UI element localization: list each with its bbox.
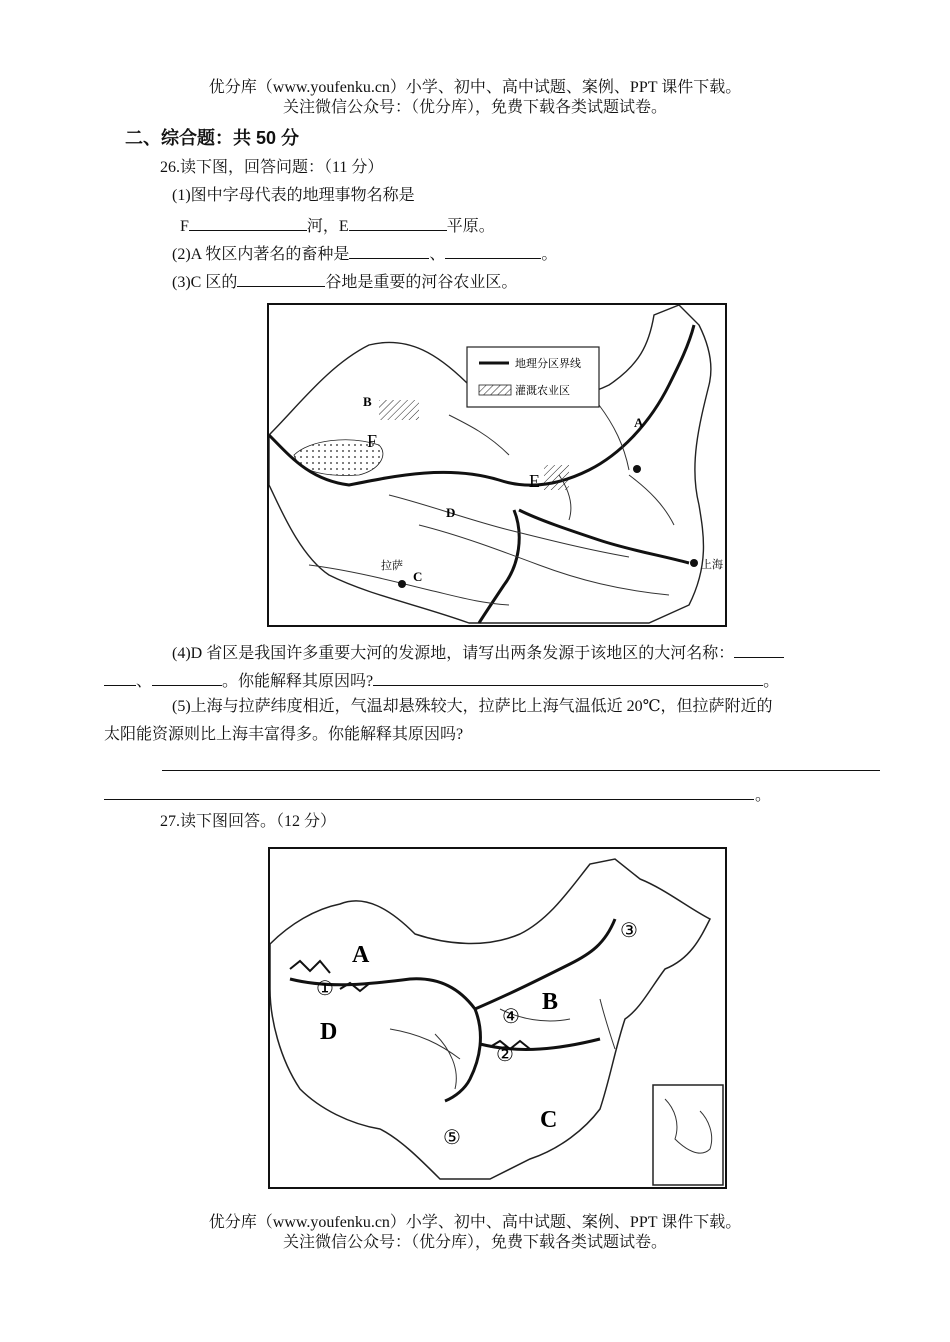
legend-boundary-label: 地理分区界线 bbox=[515, 358, 581, 370]
q26-part1: (1)图中字母代表的地理事物名称是 bbox=[172, 187, 415, 204]
map2-label-1: ① bbox=[316, 978, 334, 1000]
blank-river-1b[interactable] bbox=[104, 669, 136, 686]
q26-river-text: 河，E bbox=[306, 218, 349, 235]
map2-drawing bbox=[270, 849, 725, 1187]
answer-line-1[interactable] bbox=[162, 770, 880, 771]
q26-part4 bbox=[172, 641, 784, 664]
map2-label-c: C bbox=[540, 1107, 558, 1133]
q27-title: 27.读下图回答。（12 分） bbox=[160, 813, 337, 830]
q26-part1-answer-line bbox=[180, 214, 495, 237]
blank-f-river[interactable] bbox=[189, 214, 307, 231]
map1-label-a: A bbox=[634, 415, 644, 430]
q26-part4-text-b: 。你能解释其原因吗? bbox=[222, 673, 374, 690]
header-line-2: 关注微信公众号：（优分库），免费下载各类试题试卷。 bbox=[282, 99, 667, 116]
header-line-1: 优分库（www.youfenku.cn）小学、初中、高中试题、案例、PPT 课件下载。 bbox=[208, 79, 742, 96]
section-title: 二、综合题：共 50 分 bbox=[125, 128, 300, 148]
map1-label-shanghai: 上海 bbox=[701, 559, 723, 571]
q26-part5-b: 太阳能资源则比上海丰富得多。你能解释其原因吗? bbox=[104, 726, 464, 743]
q26-part2-text: (2)A 牧区内著名的畜种是 bbox=[172, 246, 350, 263]
map2-label-b: B bbox=[542, 989, 559, 1015]
footer-line-2: 关注微信公众号：（优分库），免费下载各类试题试卷。 bbox=[282, 1234, 667, 1251]
footer-line-1: 优分库（www.youfenku.cn）小学、初中、高中试题、案例、PPT 课件下载。 bbox=[208, 1214, 742, 1231]
map2-label-d: D bbox=[320, 1019, 338, 1045]
city-dot-a bbox=[633, 465, 641, 473]
blank-reason-4[interactable] bbox=[373, 669, 763, 686]
map2-label-5: ⑤ bbox=[443, 1127, 461, 1149]
map2-label-3: ③ bbox=[620, 920, 638, 942]
q26-part2-sep: 、 bbox=[429, 246, 446, 263]
q26-part4-sep: 、 bbox=[136, 673, 153, 690]
q26-part4-end: 。 bbox=[763, 673, 780, 690]
blank-e-plain[interactable] bbox=[349, 214, 447, 231]
map2-label-2: ② bbox=[496, 1044, 514, 1066]
q26-label-f: F bbox=[180, 218, 189, 235]
map2-label-4: ④ bbox=[502, 1006, 520, 1028]
q26-part3-text: (3)C 区的 bbox=[172, 274, 238, 291]
map2-label-a: A bbox=[352, 942, 370, 968]
map1-label-b: B bbox=[363, 394, 372, 409]
q26-part5-end: 。 bbox=[755, 787, 772, 804]
blank-livestock-1[interactable] bbox=[349, 242, 429, 259]
q26-part5: (5)上海与拉萨纬度相近，气温却悬殊较大，拉萨比上海气温低近 20℃，但拉萨附近的 bbox=[172, 698, 773, 715]
shanghai-dot bbox=[690, 559, 698, 567]
q26-part4-text: (4)D 省区是我国许多重要大河的发源地，请写出两条发源于该地区的大河名称： bbox=[172, 645, 735, 662]
q26-part3 bbox=[172, 270, 517, 293]
china-regions-map-1 bbox=[267, 303, 727, 627]
map1-drawing bbox=[269, 305, 725, 625]
q26-title: 26.读下图，回答问题：（11 分） bbox=[160, 159, 384, 176]
map1-label-c: C bbox=[413, 569, 423, 584]
q26-part3-text-b: 谷地是重要的河谷农业区。 bbox=[325, 274, 518, 291]
china-regions-map-2 bbox=[268, 847, 727, 1189]
map1-label-d: D bbox=[446, 505, 456, 520]
lhasa-dot bbox=[398, 580, 406, 588]
blank-livestock-2[interactable] bbox=[445, 242, 541, 259]
blank-valley[interactable] bbox=[237, 270, 325, 287]
map1-label-e: E bbox=[529, 471, 540, 491]
map1-label-lhasa: 拉萨 bbox=[381, 560, 403, 572]
q26-part2 bbox=[172, 242, 557, 265]
map1-label-f: F bbox=[367, 431, 378, 451]
answer-line-2[interactable] bbox=[104, 799, 754, 800]
q26-part2-end: 。 bbox=[541, 246, 558, 263]
blank-river-2[interactable] bbox=[152, 669, 222, 686]
q26-part4-cont bbox=[104, 669, 779, 692]
legend-irrigation-label: 灌溉农业区 bbox=[515, 385, 570, 397]
q26-plain-text: 平原。 bbox=[446, 218, 495, 235]
blank-river-1a[interactable] bbox=[734, 641, 784, 658]
